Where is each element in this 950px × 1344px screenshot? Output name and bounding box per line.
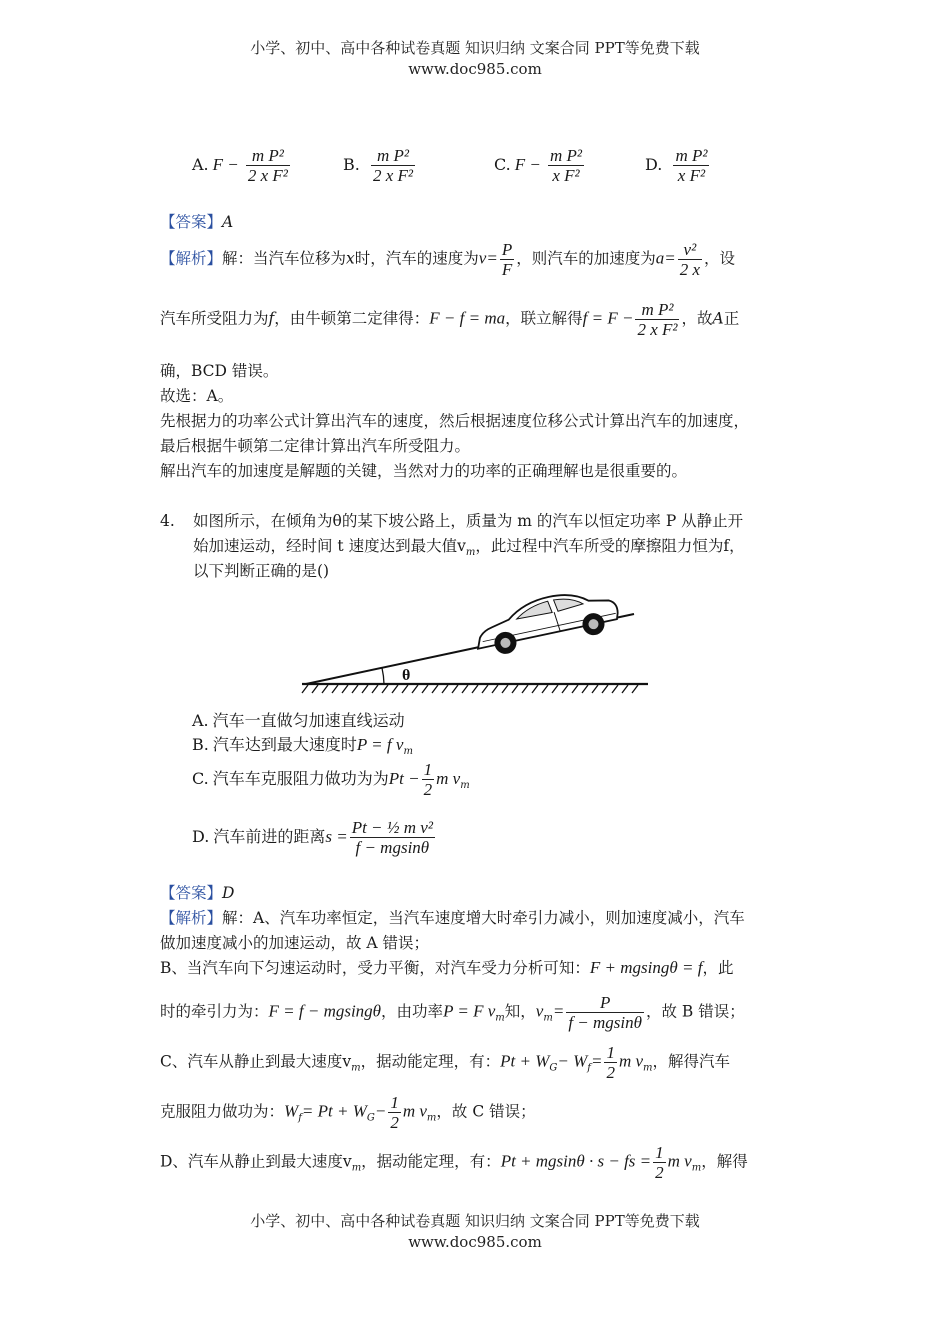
q4-option-c: C. 汽车车克服阻力做功为为Pt − $\frac{1}{2}$ m $v_m$ xyxy=(192,760,470,799)
q4-option-d: D. 汽车前进的距离s = $\frac{\text{Pt − ½ m v²}}{f - mgsin\theta}$ xyxy=(192,818,433,857)
q3-analysis-line1: 【解析】解：当汽车位移为x时，汽车的速度为v= $\frac{P}{F}$ ，则汽车的加速度为a= $\frac{\text{v²}}{2 x}$ ，设 xyxy=(160,240,736,279)
q3-analysis-line7: 解出汽车的加速度是解题的关键，当然对力的功率的正确理解也是很重要的。 xyxy=(160,462,688,480)
q3-option-a: A. F − $\frac{\text{m P²}}{\text{2 x F²}}$ xyxy=(192,146,288,185)
q4-number: 4. xyxy=(160,512,175,530)
q4-analysis-b2: 时的牵引力为：F = f − mgsingθ，由功率P = F $v_m$知，$v_m=$ $\frac{P}{f - mgsin\theta}$ ，故 B 错误； xyxy=(160,993,745,1032)
q3-option-c: C. F − $\frac{\text{m P²}}{\text{x F²}}$ xyxy=(494,146,582,185)
q4-analysis-a2: 做加速度减小的加速运动，故 A 错误； xyxy=(160,934,430,952)
angle-arc xyxy=(382,668,384,684)
q3-option-d: D. $\frac{\text{m P²}}{\text{x F²}}$ xyxy=(645,146,708,185)
q4-option-b: B. 汽车达到最大速度时P = f $v_m$ xyxy=(192,735,413,758)
ground-hatching xyxy=(302,685,638,693)
page-footer xyxy=(0,1211,950,1253)
header-url: www.doc985.com xyxy=(408,60,542,78)
q3-analysis-line6: 最后根据牛顿第二定律计算出汽车所受阻力。 xyxy=(160,437,471,455)
q4-analysis-a1: 【解析】解：A、汽车功率恒定，当汽车速度增大时牵引力减小，则加速度减小，汽车 xyxy=(160,909,745,927)
footer-line1: 小学、初中、高中各种试卷真题 知识归纳 文案合同 PPT等免费下载 xyxy=(250,1212,700,1230)
q3-answer: 【答案】A xyxy=(160,213,234,231)
q4-analysis-c1: C、汽车从静止到最大速度$v_m$，据动能定理，有：$Pt + W_G- W_f=$ $\frac{1}{2}$ m $v_m$，解得汽车 xyxy=(160,1043,731,1082)
q3-analysis-line4: 故选：A。 xyxy=(160,387,234,405)
q3-option-b: B. $\frac{\text{m P²}}{\text{2 x F²}}$ xyxy=(343,146,413,185)
angle-label: θ xyxy=(402,667,411,684)
q4-stem-line1: 如图所示，在倾角为θ的某下坡公路上，质量为 m 的汽车以恒定功率 P 从静止开 xyxy=(193,512,744,530)
car-icon xyxy=(471,584,622,659)
q4-analysis-c2: 克服阻力做功为：$W_f= Pt + W_G-$ $\frac{1}{2}$ m $v_m$，故 C 错误； xyxy=(160,1093,536,1132)
q4-stem-line2: 始加速运动，经时间 t 速度达到最大值$v_m$，此过程中汽车所受的摩擦阻力恒为f， xyxy=(193,537,745,559)
footer-url: www.doc985.com xyxy=(408,1233,542,1251)
q4-answer: 【答案】D xyxy=(160,884,235,902)
q3-analysis-line5: 先根据力的功率公式计算出汽车的速度，然后根据速度位移公式计算出汽车的加速度， xyxy=(160,412,750,430)
page-header xyxy=(0,38,950,80)
incline-car-figure xyxy=(296,584,652,696)
q4-option-a: A. 汽车一直做匀加速直线运动 xyxy=(192,711,405,730)
q3-analysis-line2: 汽车所受阻力为f，由牛顿第二定律得：F − f = ma，联立解得f = F − $\frac{\text{m P²}}{\text{2 x F²}}$ ，故A正 xyxy=(160,300,740,339)
header-line1: 小学、初中、高中各种试卷真题 知识归纳 文案合同 PPT等免费下载 xyxy=(250,39,700,57)
q4-analysis-d1: D、汽车从静止到最大速度$v_m$，据动能定理，有：Pt + mgsinθ · s − fs = $\frac{1}{2}$ m $v_m$，解得 xyxy=(160,1143,748,1182)
q3-analysis-line3: 确，BCD 错误。 xyxy=(160,362,279,380)
q4-stem-line3: 以下判断正确的是() xyxy=(193,562,330,580)
q4-analysis-b1: B、当汽车向下匀速运动时，受力平衡，对汽车受力分析可知：F + mgsingθ = f，此 xyxy=(160,958,734,977)
